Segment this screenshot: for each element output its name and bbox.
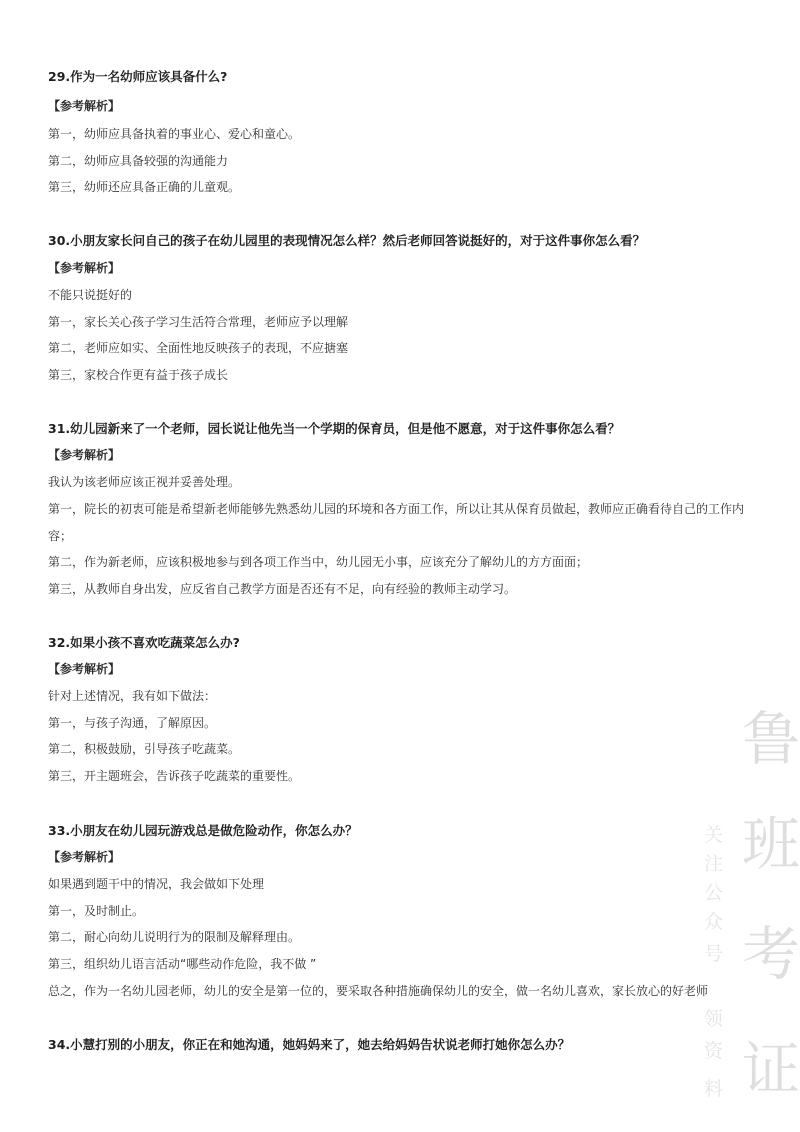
question-31-title: 31.幼儿园新来了一个老师，园长说让他先当一个学期的保育员，但是他不愿意，对于这件事你怎么看？ [48,421,621,436]
answer-line: 第三，幼师还应具备正确的儿童观。 [48,180,241,194]
answer-line: 第三，组织幼儿语言活动“哪些动作危险，我不做 ” [48,957,317,971]
answer-line: 不能只说挺好的 [48,288,133,302]
answer-line: 总之，作为一名幼儿园老师，幼儿的安全是第一位的，要采取各种措施确保幼儿的安全，做一名幼儿喜欢，家长放心的好老师 [48,984,709,998]
answer-line: 第二，积极鼓励，引导孩子吃蔬菜。 [48,742,241,756]
answer-line: 第二，幼师应具备较强的沟通能力 [48,154,229,168]
answer-line: 第三，开主题班会，告诉孩子吃蔬菜的重要性。 [48,769,301,783]
watermark-char: 领 [704,1008,724,1030]
answer-tag: 【参考解析】 [48,99,121,113]
watermark-char: 公 [704,882,724,904]
answer-line: 第一，幼师应具备执着的事业心、爱心和童心。 [48,127,301,141]
answer-tag: 【参考解析】 [48,261,121,275]
watermark-char: 料 [704,1078,724,1100]
answer-line: 第二，老师应如实、全面性地反映孩子的表现，不应搪塞 [48,341,349,355]
answer-line: 第一，与孩子沟通，了解原因。 [48,716,217,730]
watermark-char: 班 [742,810,800,878]
answer-line: 第一，家长关心孩子学习生活符合常理，老师应予以理解 [48,315,349,329]
answer-line: 容； [48,529,73,543]
answer-line: 第一，及时制止。 [48,904,145,918]
watermark-char: 鲁 [742,705,800,773]
watermark-char: 关 [704,824,724,846]
answer-line: 第一，院长的初衷可能是希望新老师能够先熟悉幼儿园的环境和各方面工作，所以让其从保育员做起，教师应正确看待自己的工作内 [48,502,745,516]
question-29-title: 29.作为一名幼师应该具备什么? [48,69,228,84]
answer-line: 针对上述情况，我有如下做法： [48,689,217,703]
question-32-title: 32.如果小孩不喜欢吃蔬菜怎么办? [48,635,240,650]
question-33-title: 33.小朋友在幼儿园玩游戏总是做危险动作，你怎么办？ [48,823,358,838]
question-30-title: 30.小朋友家长问自己的孩子在幼儿园里的表现情况怎么样？然后老师回答说挺好的，对于这件事你怎么看？ [48,233,646,248]
answer-tag: 【参考解析】 [48,662,121,676]
answer-line: 如果遇到题干中的情况，我会做如下处理 [48,877,265,891]
watermark-char: 考 [742,920,800,988]
answer-tag: 【参考解析】 [48,850,121,864]
watermark-char: 证 [742,1035,800,1103]
watermark-char: 资 [704,1040,724,1062]
watermark-char: 号 [704,943,724,965]
watermark-char: 众 [704,911,724,933]
answer-line: 第二，作为新老师，应该积极地参与到各项工作当中，幼儿园无小事，应该充分了解幼儿的方方面面； [48,555,589,569]
answer-tag: 【参考解析】 [48,448,121,462]
answer-line: 第三，从教师自身出发，应反省自己教学方面是否还有不足，向有经验的教师主动学习。 [48,582,517,596]
watermark-char: 注 [704,853,724,875]
question-34-title: 34.小慧打别的小朋友，你正在和她沟通，她妈妈来了，她去给妈妈告状说老师打她你怎么办？ [48,1037,571,1052]
answer-line: 我认为该老师应该正视并妥善处理。 [48,475,241,489]
answer-line: 第三，家校合作更有益于孩子成长 [48,368,229,382]
answer-line: 第二，耐心向幼儿说明行为的限制及解释理由。 [48,930,301,944]
